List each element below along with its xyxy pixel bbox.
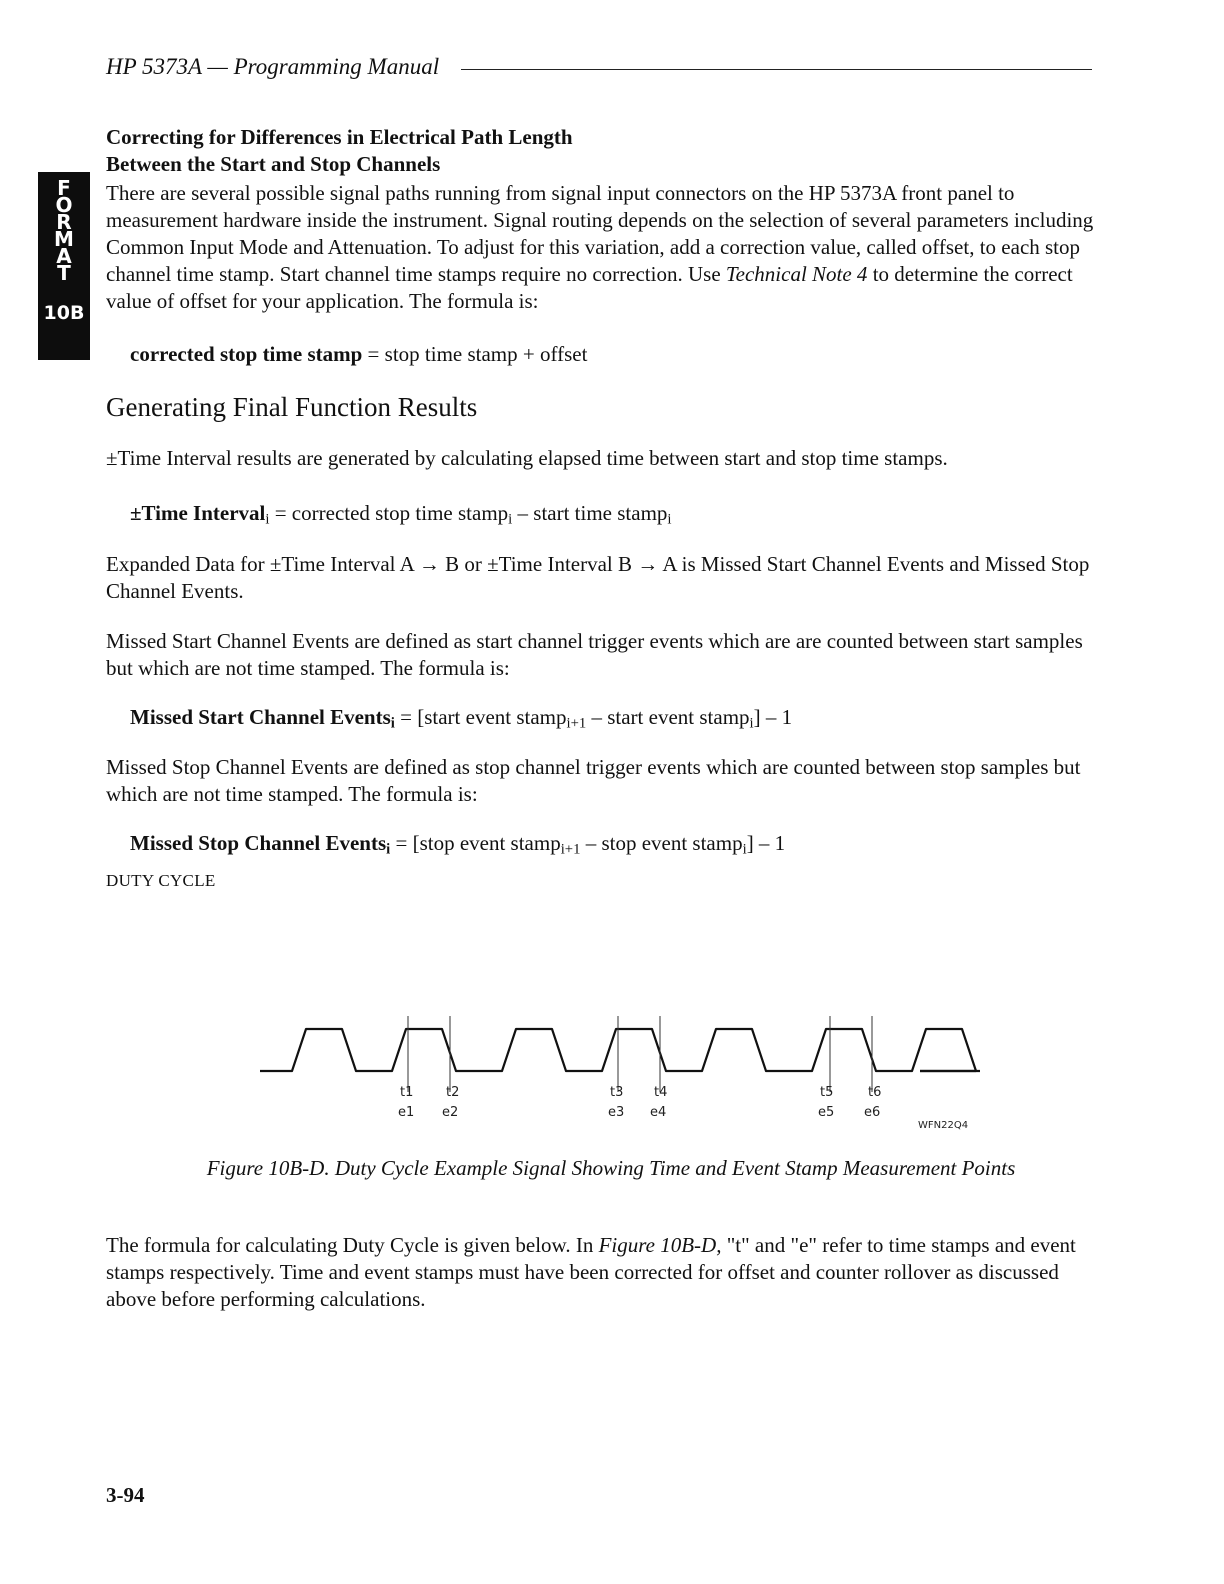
t1-label: t1 xyxy=(400,1085,414,1100)
closing-text-2: "t" and "e" refer to time stamps and event stamps respectively. Time and event stamps must have been corrected for offset and counter rollover as discussed above before performing calculations. xyxy=(106,1233,1076,1311)
header-rule xyxy=(461,69,1092,70)
formula-expression: = stop time stamp + offset xyxy=(362,342,588,366)
closing-text-1: The formula for calculating Duty Cycle is given below. In xyxy=(106,1233,599,1257)
formula-term: Missed Stop Channel Events xyxy=(130,831,387,855)
expanded-data-paragraph: Expanded Data for ±Time Interval A → B or ±Time Interval B → A is Missed Start Channel Events and Missed Stop Channel Events. xyxy=(106,552,1090,603)
t2-label: t2 xyxy=(446,1085,460,1100)
subscript: i+1 xyxy=(560,841,581,858)
technical-note-ref: Technical Note 4 xyxy=(725,262,868,286)
tab-letter: T xyxy=(57,261,71,285)
tab-letter: O xyxy=(55,193,73,217)
e6-label: e6 xyxy=(864,1105,881,1120)
time-interval-intro: ±Time Interval results are generated by calculating elapsed time between start and stop time stamps. xyxy=(106,446,948,470)
formula-expression: – start time stamp xyxy=(512,501,668,525)
formula-expression: = [start event stamp xyxy=(394,705,567,729)
tab-code: 10B xyxy=(43,302,85,324)
e1-label: e1 xyxy=(398,1105,415,1120)
e2-label: e2 xyxy=(442,1105,459,1120)
subscript: i xyxy=(386,841,391,858)
formula-expression: – stop event stamp xyxy=(580,831,743,855)
figure-ref: Figure 10B-D, xyxy=(598,1233,722,1257)
e4-label: e4 xyxy=(650,1105,667,1120)
time-interval-formula xyxy=(130,500,1106,527)
missed-stop-formula xyxy=(130,830,1106,857)
t4-label: t4 xyxy=(654,1085,668,1100)
closing-paragraph xyxy=(106,1232,1106,1313)
formula-term: ±Time Interval xyxy=(130,501,266,525)
subscript: i xyxy=(390,715,395,732)
page-number: 3-94 xyxy=(106,1483,145,1507)
tab-letters xyxy=(38,172,90,285)
figure-caption: Figure 10B-D. Duty Cycle Example Signal Showing Time and Event Stamp Measurement Points xyxy=(206,1156,1016,1180)
formula-expression: = corrected stop time stamp xyxy=(269,501,509,525)
e5-label: e5 xyxy=(818,1105,835,1120)
subscript: i xyxy=(749,715,754,732)
subscript: i+1 xyxy=(566,715,587,732)
subscript: i xyxy=(265,511,270,528)
t5-label: t5 xyxy=(820,1085,834,1100)
subscript: i xyxy=(508,511,513,528)
formula-term: corrected stop time stamp xyxy=(130,342,363,366)
missed-stop-description: Missed Stop Channel Events are defined as stop channel trigger events which are counted between stop samples but which are not time stamped. The formula is: xyxy=(106,755,1081,806)
t3-label: t3 xyxy=(610,1085,624,1100)
tab-letter: R xyxy=(56,210,72,234)
section-heading-line-2: Between the Start and Stop Channels xyxy=(106,152,441,176)
tab-letter: A xyxy=(56,244,72,268)
format-tab xyxy=(38,172,90,360)
figure-tag: WFN22Q4 xyxy=(918,1120,969,1130)
formula-expression: – start event stamp xyxy=(586,705,750,729)
running-header xyxy=(106,50,1092,84)
duty-cycle-diagram xyxy=(250,1010,980,1130)
duty-cycle-figure xyxy=(250,1010,980,1130)
formula-expression: = [stop event stamp xyxy=(390,831,561,855)
page-content xyxy=(106,124,1106,891)
formula-term: Missed Start Channel Events xyxy=(130,705,391,729)
missed-start-description: Missed Start Channel Events are defined as start channel trigger events which are are counted between start samples but which are not time stamped. The formula is: xyxy=(106,629,1083,680)
section-heading-line-1: Correcting for Differences in Electrical Path Length xyxy=(106,125,573,149)
t6-label: t6 xyxy=(868,1085,882,1100)
formula-expression: ] – 1 xyxy=(753,705,793,729)
subscript: i xyxy=(667,511,672,528)
e3-label: e3 xyxy=(608,1105,625,1120)
section-heading xyxy=(106,124,1106,178)
tab-letter: M xyxy=(54,227,74,251)
formula-expression: ] – 1 xyxy=(746,831,786,855)
duty-cycle-label: DUTY CYCLE xyxy=(106,871,216,890)
offset-formula xyxy=(130,341,1106,368)
offset-text-2: to determine the correct value of offset for your application. The formula is: xyxy=(106,262,1073,313)
offset-text-1: There are several possible signal paths running from signal input connectors on the HP 5373A front panel to measurement hardware inside the instrument. Signal routing depends on the selection of several parameters including Common Input Mode and Attenuation. To adjust for this variation, add a correction value, called offset, to each stop channel time stamp. Start channel time stamps require no correction. Use xyxy=(106,181,1094,286)
missed-start-formula xyxy=(130,704,1106,731)
offset-paragraph xyxy=(106,180,1106,315)
tab-letter: F xyxy=(57,176,71,200)
header-title: HP 5373A — Programming Manual xyxy=(106,54,440,79)
section-title: Generating Final Function Results xyxy=(106,392,478,422)
subscript: i xyxy=(742,841,747,858)
